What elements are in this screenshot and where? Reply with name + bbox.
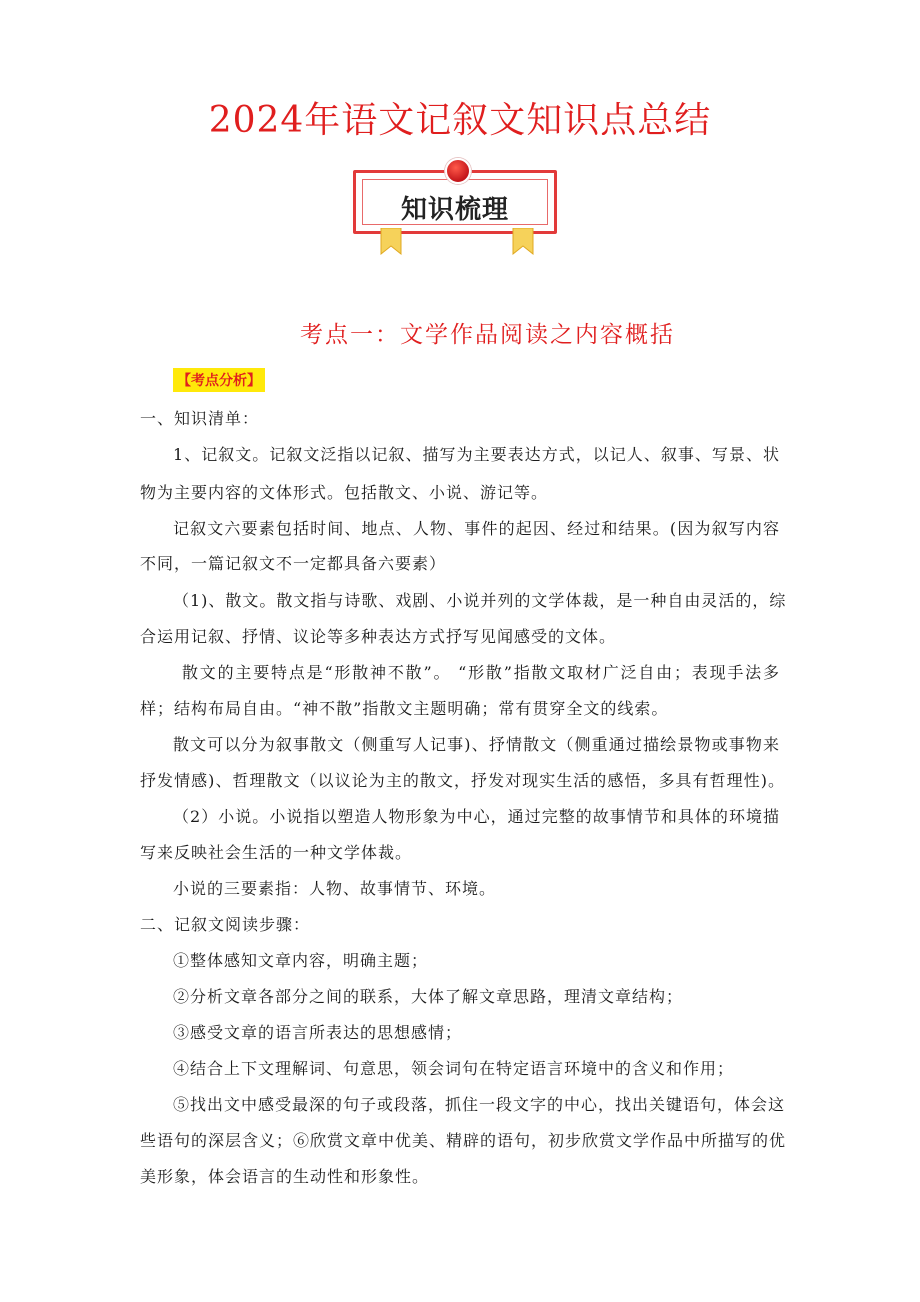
document-title: 2024年语文记叙文知识点总结 bbox=[208, 100, 712, 141]
body-line: 写来反映社会生活的一种文学体裁。 bbox=[140, 843, 413, 862]
body-line: 抒发情感)、哲理散文（以议论为主的散文，抒发对现实生活的感悟，多具有哲理性)。 bbox=[140, 771, 784, 790]
body-line: 样；结构布局自由。“神不散”指散文主题明确；常有贯穿全文的线索。 bbox=[140, 699, 669, 718]
body-line: 不同，一篇记叙文不一定都具备六要素） bbox=[140, 554, 447, 573]
list-item: ②分析文章各部分之间的联系，大体了解文章思路，理清文章结构； bbox=[173, 987, 684, 1006]
red-dot-icon bbox=[445, 158, 471, 184]
list-item: ①整体感知文章内容，明确主题； bbox=[173, 951, 429, 970]
body-line: 小说的三要素指：人物、故事情节、环境。 bbox=[173, 879, 497, 898]
list-item: 些语句的深层含义；⑥欣赏文章中优美、精辟的语句，初步欣赏文学作品中所描写的优 bbox=[140, 1131, 787, 1150]
list-item: ③感受文章的语言所表达的思想感情； bbox=[173, 1023, 463, 1042]
list-item: 美形象，体会语言的生动性和形象性。 bbox=[140, 1167, 430, 1186]
heading-knowledge-list: 一、知识清单： bbox=[140, 409, 260, 428]
body-line: （2）小说。小说指以塑造人物形象为中心，通过完整的故事情节和具体的环境描 bbox=[173, 807, 780, 826]
heading-reading-steps: 二、记叙文阅读步骤： bbox=[140, 915, 311, 934]
list-item: ④结合上下文理解词、句意思，领会词句在特定语言环境中的含义和作用； bbox=[173, 1059, 735, 1078]
ribbon-right-icon bbox=[511, 228, 535, 256]
body-line: （1)、散文。散文指与诗歌、戏剧、小说并列的文学体裁，是一种自由灵活的，综 bbox=[173, 591, 787, 610]
section-heading: 考点一：文学作品阅读之内容概括 bbox=[300, 322, 675, 348]
body-line: 合运用记叙、抒情、议论等多种表达方式抒写见闻感受的文体。 bbox=[140, 627, 617, 646]
body-line: 1、记叙文。记叙文泛指以记叙、描写为主要表达方式，以记人、叙事、写景、状 bbox=[173, 445, 780, 464]
body-line: 物为主要内容的文体形式。包括散文、小说、游记等。 bbox=[140, 483, 549, 502]
analysis-tag: 【考点分析】 bbox=[173, 368, 265, 392]
body-line: 散文可以分为叙事散文（侧重写人记事)、抒情散文（侧重通过描绘景物或事物来 bbox=[173, 735, 780, 754]
ribbon-left-icon bbox=[379, 228, 403, 256]
knowledge-badge bbox=[353, 158, 565, 258]
list-item: ⑤找出文中感受最深的句子或段落，抓住一段文字的中心，找出关键语句，体会这 bbox=[173, 1095, 786, 1114]
body-line: 记叙文六要素包括时间、地点、人物、事件的起因、经过和结果。(因为叙写内容 bbox=[173, 519, 780, 538]
badge-label: 知识梳理 bbox=[400, 195, 509, 225]
body-line: 散文的主要特点是“形散神不散”。 “形散”指散文取材广泛自由；表现手法多 bbox=[182, 663, 780, 682]
